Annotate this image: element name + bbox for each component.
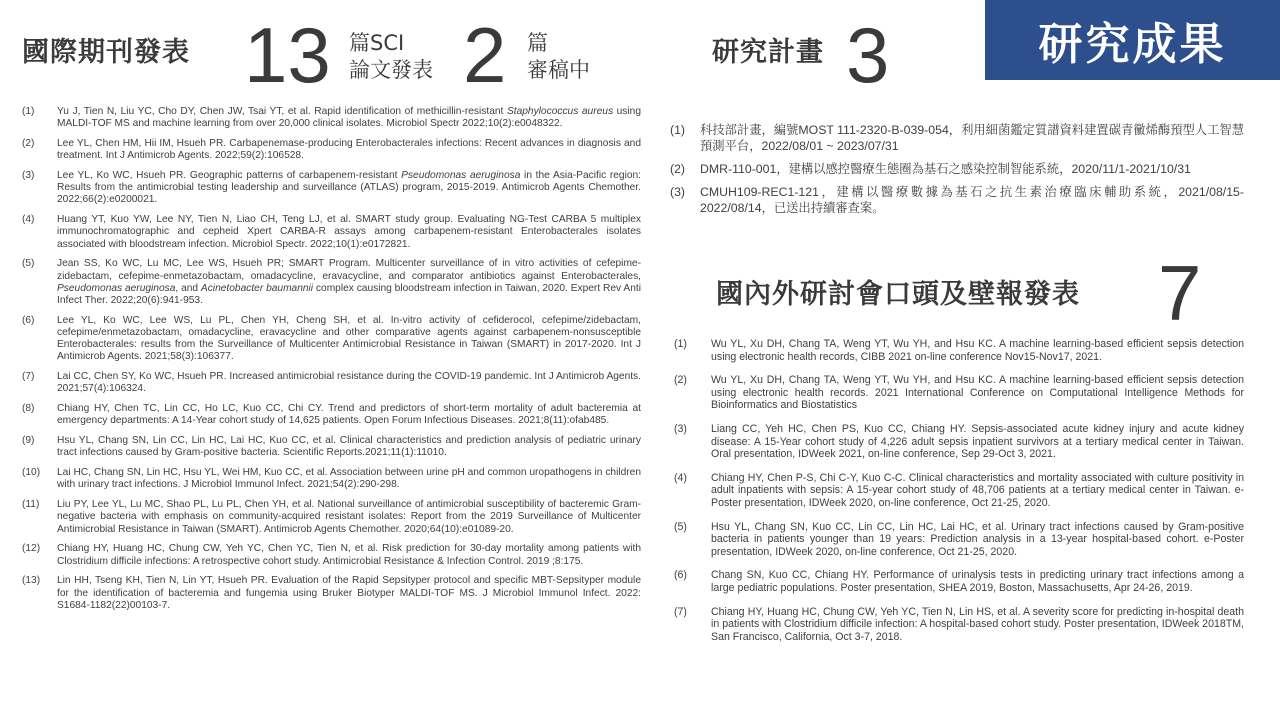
journal-reference	[22, 170, 641, 207]
reference-segment: using MALDI-TOF MS and machine learning from over 20,000 clinical isolates. Microbiol Spectr 2022;10(2):e0048322.	[57, 106, 641, 130]
journal-reference	[22, 435, 641, 459]
review-count: 2	[463, 11, 507, 99]
reference-segment: Lin HH, Tseng KH, Tien N, Lin YT, Hsueh PR. Evaluation of the Rapid Sepsityper protocol and specific MBT-Sepsityper module for the identification of bacteremia and fungemia using Bruker Biotyper MALDI-TOF MS. J Microbiol Immunol Infect. 2022: S1684-1182(22)00103-7.	[57, 575, 641, 611]
conference-item-text: Chiang HY, Huang HC, Chung CW, Yeh YC, Tien N, Lin HS, et al. A severity score for predicting in-hospital death in patients with Clostridium difficile infection: A hospital-based cohort study. Poster presentation, IDWeek 2018TM, San Francisco, California, Oct 3-7, 2018.	[711, 605, 1244, 643]
reference-text	[57, 214, 641, 251]
reference-number: (8)	[22, 403, 35, 415]
conference-item	[674, 374, 1244, 412]
reference-text	[57, 106, 641, 130]
project-item	[670, 122, 1244, 154]
journal-reference	[22, 403, 641, 427]
conferences-count: 7	[1158, 249, 1202, 337]
journal-count-label-line1: 篇SCI	[349, 31, 405, 55]
project-item	[670, 184, 1244, 216]
reference-segment: Hsu YL, Chang SN, Lin CC, Lin HC, Lai HC, Kuo CC, et al. Clinical characteristics and prediction analysis of pediatric urinary tract infections caused by Gram-positive bacteria. Scientific Reports.2021;11(1):11010.	[57, 435, 641, 459]
reference-text	[57, 258, 641, 307]
project-item-number: (2)	[670, 162, 686, 176]
project-item-text: DMR-110-001，建構以感控醫療生態圈為基石之感染控制智能系統，2020/11/1-2021/10/31	[700, 162, 1191, 176]
reference-segment: Lee YL, Ko WC, Lee WS, Lu PL, Chen YH, Cheng SH, et al. In-vitro activity of cefiderocol, cefepime/zidebactam, cefepime/enmetazobactam, omadacycline, eravacycline and other comparative agents against carbapenem-nonsusceptible Enterobacterales: results from the Surveillance of Multicenter Antimicrobial Resistance in Taiwan (SMART) in 2017-2020. Int J Antimicrob Agents. 2021;58(3):106377.	[57, 314, 641, 363]
journal-reference	[22, 106, 641, 130]
review-label-line2: 審稿中	[527, 58, 590, 82]
conference-item-number: (2)	[674, 374, 687, 387]
conference-item-text: Liang CC, Yeh HC, Chen PS, Kuo CC, Chiang HY. Sepsis-associated acute kidney injury and acute kidney disease: A 15-Year cohort study of 4,226 adult sepsis inpatient survivors at a tertiary medical center in Taiwan. Oral presentation, IDWeek 2021, on-line conference, Sep 29-Oct 3, 2021.	[711, 422, 1244, 461]
reference-segment: complex causing bloodstream infection in Taiwan, 2020. Expert Rev Anti Infect Ther. 2022;20(6):941-953.	[57, 282, 641, 307]
reference-text	[57, 543, 641, 567]
reference-number: (11)	[22, 499, 40, 511]
review-label	[527, 30, 590, 84]
reference-text	[57, 435, 641, 459]
conference-item-text: Wu YL, Xu DH, Chang TA, Weng YT, Wu YH, and Hsu KC. A machine learning-based efficient sepsis detection using electronic health records, CIBB 2021 on-line conference Nov15-Nov17, 2021.	[711, 338, 1244, 363]
reference-segment: Liu PY, Lee YL, Lu MC, Shao PL, Lu PL, Chen YH, et al. National surveillance of antimicrobial susceptibility of bacteremic Gram-negative bacteria with emphasis on community-acquired resistant isolates: Report from the 2019 Surveillance of Multicenter Antimicrobial Resistance in Taiwan (SMART). Antimicrob Agents Chemother. 2020;64(10):e01089-20.	[57, 499, 641, 535]
conference-item-number: (1)	[674, 338, 687, 350]
reference-number: (9)	[22, 435, 35, 447]
journal-reference	[22, 499, 641, 536]
reference-species: Acinetobacter baumannii	[200, 282, 314, 294]
reference-species: Staphylococcus aureus	[506, 106, 614, 117]
journal-count: 13	[244, 11, 331, 99]
reference-segment: Yu J, Tien N, Liu YC, Cho DY, Chen JW, Tsai YT, et al. Rapid identification of methicillin-resistant	[57, 106, 507, 117]
reference-number: (4)	[22, 214, 35, 226]
reference-number: (2)	[22, 138, 35, 149]
reference-segment: Huang YT, Kuo YW, Lee NY, Tien N, Liao CH, Teng LJ, et al. SMART study group. Evaluating NG-Test CARBA 5 multiplex immunochromatographic and cepheid Xpert CARBA-R assays among carbapenem-resistant Enterobacterales isolates associated with bloodstream infection. Microbiol Spectr. 2022;10(1):e0172821.	[57, 214, 641, 250]
review-label-line1: 篇	[527, 31, 548, 55]
project-list	[670, 122, 1244, 223]
conference-item-text: Chiang HY, Chen P-S, Chi C-Y, Kuo C-C. Clinical characteristics and mortality associated with culture positivity in adult inpatients with sepsis: A 15-year cohort study of 48,706 patients at a tertiary medical center in Taiwan. e-Poster presentation, IDWeek 2020, on-line conference, Oct 21-25, 2020.	[711, 471, 1244, 509]
reference-number: (13)	[22, 575, 41, 587]
conference-item-number: (4)	[674, 471, 687, 484]
reference-number: (5)	[22, 258, 35, 270]
projects-title: 研究計畫	[712, 37, 824, 68]
reference-species: Pseudomonas aeruginosa	[57, 282, 176, 294]
reference-text	[57, 403, 641, 427]
reference-segment: Lee YL, Chen HM, Hii IM, Hsueh PR. Carbapenemase-producing Enterobacterales infections: Recent advances in diagnosis and treatment. Int J Antimicrob Agents. 2022;59(2):106528.	[57, 138, 641, 162]
reference-text	[57, 315, 641, 364]
journal-count-label	[349, 30, 433, 84]
reference-species: Pseudomonas aeruginosa	[401, 170, 521, 181]
conference-item	[674, 472, 1244, 510]
reference-number: (7)	[22, 371, 35, 383]
project-item-number: (3)	[670, 185, 686, 199]
reference-segment: in the Asia-Pacific region: Results from the antimicrobial testing leadership and surveillance (ATLAS) program, 2015-2019. Antimicrob Agents Chemother. 2022;66(2):e0200021.	[57, 170, 642, 206]
project-item-text: 科技部計畫，編號MOST 111-2320-B-039-054，利用細菌鑑定質譜資料建置碳青黴烯酶預型人工智慧預測平台，2022/08/01 ~ 2023/07/31	[700, 123, 1244, 153]
reference-segment: Lai CC, Chen SY, Ko WC, Hsueh PR. Increased antimicrobial resistance during the COVID-19 pandemic. Int J Antimicrob Agents. 2021;57(4):106324.	[57, 371, 641, 395]
reference-segment: Lai HC, Chang SN, Lin HC, Hsu YL, Wei HM, Kuo CC, et al. Association between urine pH and common uropathogens in children with urinary tract infections. J Microbiol Immunol Infect. 2021;54(2):290-298.	[57, 467, 641, 491]
conference-item	[674, 338, 1244, 363]
conference-item-number: (5)	[674, 520, 687, 533]
conference-item	[674, 521, 1244, 559]
conferences-title: 國內外研討會口頭及壁報發表	[716, 279, 1080, 310]
journal-reference	[22, 214, 641, 251]
journal-reference	[22, 138, 641, 162]
journal-reference	[22, 371, 641, 395]
reference-number: (12)	[22, 543, 41, 555]
journal-reference	[22, 315, 641, 364]
journal-reference	[22, 258, 641, 307]
reference-text	[57, 499, 641, 536]
reference-segment: , and	[175, 282, 201, 294]
section-badge-label: 研究成果	[1038, 19, 1227, 70]
conference-item	[674, 423, 1244, 461]
reference-text	[57, 170, 641, 207]
conference-item	[674, 569, 1244, 594]
journal-reference-list	[22, 106, 641, 620]
conference-item-number: (3)	[674, 422, 687, 435]
journal-reference	[22, 575, 641, 612]
reference-number: (3)	[22, 170, 35, 181]
conference-item	[674, 606, 1244, 644]
conference-item-text: Wu YL, Xu DH, Chang TA, Weng YT, Wu YH, and Hsu KC. A machine learning-based efficient sepsis detection using electronic health records. 2021 International Conference on Computational Intelligence Methods for Bioinformatics and Biostatistics	[711, 374, 1244, 412]
conference-list	[674, 338, 1244, 654]
reference-segment: Jean SS, Ko WC, Lu MC, Lee WS, Hsueh PR; SMART Program. Multicenter surveillance of in vitro activities of cefepime-zidebactam, cefepime-enmetazobactam, omadacycline, eravacycline, and comparator antibiotics against Enterobacterales,	[57, 258, 641, 282]
conference-item-text: Hsu YL, Chang SN, Kuo CC, Lin CC, Lin HC, Lai HC, et al. Urinary tract infections caused by Gram-positive bacteria in patients younger than 19 years: Prediction analysis in a 13-year hospital-based cohort. e-Poster presentation, IDWeek 2020, on-line conference, Oct 21-25, 2020.	[711, 520, 1244, 558]
project-item-number: (1)	[670, 123, 686, 137]
section-badge	[985, 0, 1280, 80]
journal-reference	[22, 467, 641, 491]
conference-item-number: (7)	[674, 605, 687, 618]
conference-item-text: Chang SN, Kuo CC, Chiang HY. Performance of urinalysis tests in predicting urinary tract infections among a large pediatric populations. Poster presentation, SHEA 2019, Boston, Massachusetts, Apr 24-26, 2019.	[711, 569, 1244, 594]
reference-number: (6)	[22, 314, 35, 326]
journal-count-label-line2: 論文發表	[349, 58, 433, 82]
reference-text	[57, 371, 641, 395]
projects-count: 3	[846, 11, 890, 99]
reference-segment: Chiang HY, Huang HC, Chung CW, Yeh YC, Chen YC, Tien N, et al. Risk prediction for 30-day mortality among patients with Clostridium difficile infections: A retrospective cohort study. Antimicrobial Resistance & Infection Control. 2019 ;8:175.	[57, 543, 641, 567]
reference-text	[57, 138, 641, 162]
reference-segment: Chiang HY, Chen TC, Lin CC, Ho LC, Kuo CC, Chi CY. Trend and predictors of short-term mortality of adult bacteremia at emergency departments: A 14-Year cohort study of 14,625 patients. Open Forum Infectious Diseases. 2021;8(11):ofab485.	[57, 403, 641, 427]
journal-title: 國際期刊發表	[22, 37, 190, 68]
reference-segment: Lee YL, Ko WC, Hsueh PR. Geographic patterns of carbapenem-resistant	[57, 170, 402, 181]
project-item	[670, 161, 1244, 177]
project-item-text: CMUH109-REC1-121，建構以醫療數據為基石之抗生素治療臨床輔助系統，2021/08/15-2022/08/14，已送出持續審查案。	[700, 185, 1244, 215]
conference-item-number: (6)	[674, 569, 687, 582]
reference-text	[57, 575, 641, 612]
reference-text	[57, 467, 641, 491]
journal-reference	[22, 543, 641, 567]
reference-number: (10)	[22, 467, 41, 479]
reference-number: (1)	[22, 106, 35, 117]
